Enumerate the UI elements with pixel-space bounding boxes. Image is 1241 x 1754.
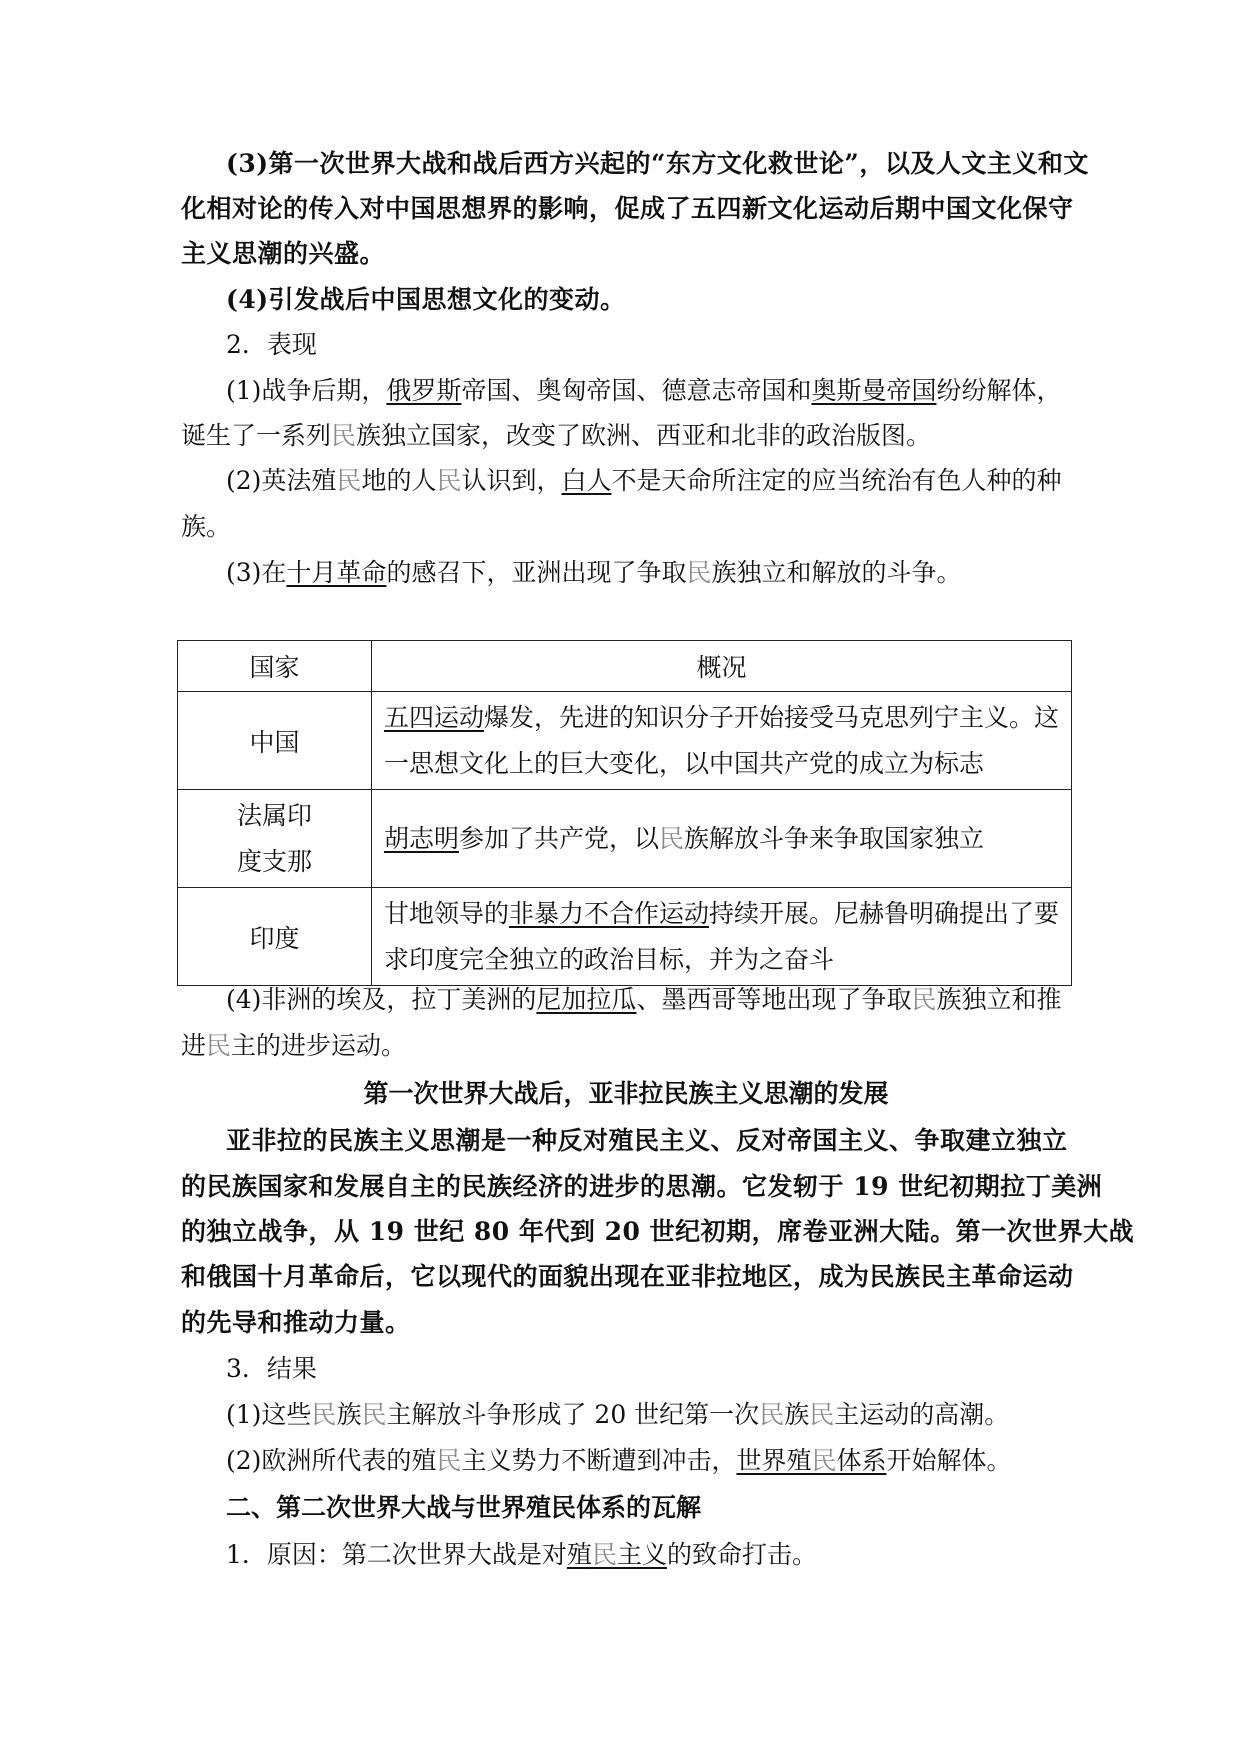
text: 体系 — [836, 1446, 887, 1475]
overview-cell — [371, 888, 1071, 986]
section-3-title: 3．结果 — [226, 1354, 317, 1383]
reading-line-1: 亚非拉的民族主义思潮是一种反对殖民主义、反对帝国主义、争取建立独立 — [226, 1126, 1068, 1155]
grey-char: 民 — [658, 823, 684, 853]
cell-line: 法属印 — [236, 800, 312, 830]
grey-char: 民 — [759, 1400, 785, 1429]
paragraph-4: (4)引发战后中国思想文化的变动。 — [226, 285, 626, 314]
grey-char: 民 — [436, 466, 462, 495]
text: (4)非洲的埃及，拉丁美洲的 — [226, 985, 537, 1014]
blank-nicaragua: 尼加拉瓜 — [536, 985, 637, 1014]
text: 甘地领导的 — [383, 898, 509, 928]
overview-cell — [371, 790, 1071, 888]
blank-russia: 俄罗斯 — [386, 376, 462, 405]
grey-char: 民 — [331, 421, 357, 450]
blank-white-people: 白人 — [561, 466, 612, 495]
blank-may-fourth: 五四运动 — [383, 702, 484, 732]
paragraph-3-line-1: (3)第一次世界大战和战后西方兴起的“东方文化救世论”，以及人文主义和文 — [226, 149, 1089, 178]
text: (2)英法殖 — [226, 466, 337, 495]
item-4-line-2 — [181, 1028, 1071, 1064]
grey-char: 民 — [591, 1540, 617, 1569]
cause-line — [226, 1537, 1071, 1573]
item-1-line-1 — [226, 373, 1071, 409]
cell-line: 一思想文化上的巨大变化，以中国共产党的成立为标志 — [383, 748, 984, 778]
text: 主义势力不断遭到冲击， — [461, 1446, 737, 1475]
country-cell — [178, 790, 372, 888]
grey-char: 民 — [311, 1400, 337, 1429]
text: 主运动的高潮。 — [834, 1400, 1010, 1429]
text: 不是天命所注定的应当统治有色人种的种 — [611, 466, 1062, 495]
cell-line — [384, 891, 1059, 937]
text: 纷纷解体， — [936, 376, 1062, 405]
text: 开始解体。 — [886, 1446, 1012, 1475]
text: 的致命打击。 — [666, 1540, 817, 1569]
item-2-line-1 — [226, 463, 1071, 499]
text: 族独立和推 — [936, 985, 1062, 1014]
table-row — [178, 692, 1072, 790]
grey-char: 民 — [686, 558, 712, 587]
text: 的感召下，亚洲出现了争取 — [386, 558, 687, 587]
text: 参加了共产党，以 — [458, 823, 659, 853]
table-row — [178, 790, 1072, 888]
text: 地的人 — [361, 466, 437, 495]
reading-line-4: 和俄国十月革命后，它以现代的面貌出现在亚非拉地区，成为民族民主革命运动 — [181, 1262, 1074, 1291]
reading-line-2: 的民族国家和发展自主的民族经济的进步的思潮。它发轫于 19 世纪初期拉丁美洲 — [181, 1172, 1103, 1201]
text: 主义 — [616, 1540, 667, 1569]
result-2 — [226, 1443, 1071, 1479]
reading-box-title: 第一次世界大战后，亚非拉民族主义思潮的发展 — [363, 1079, 889, 1108]
text: (1)战争后期， — [226, 376, 387, 405]
cell-line: 度支那 — [236, 846, 312, 876]
text: 主解放斗争形成了 20 世纪第一次 — [386, 1400, 760, 1429]
text: 认识到， — [461, 466, 562, 495]
text: 世界殖 — [736, 1446, 812, 1475]
text: (2)欧洲所代表的殖 — [226, 1446, 437, 1475]
cell-line — [384, 695, 1059, 741]
grey-char: 民 — [336, 466, 362, 495]
table-header-row — [178, 641, 1072, 692]
text: 族解放斗争来争取国家独立 — [684, 823, 985, 853]
blank-non-violence: 非暴力不合作运动 — [508, 898, 709, 928]
grey-char: 民 — [436, 1446, 462, 1475]
part-2-heading: 二、第二次世界大战与世界殖民体系的瓦解 — [226, 1493, 702, 1522]
blank-world-colonial-system — [736, 1446, 886, 1475]
text: 进 — [181, 1031, 207, 1060]
text: 主的进步运动。 — [231, 1031, 407, 1060]
text: 诞生了一系列 — [181, 421, 332, 450]
blank-ottoman: 奥斯曼帝国 — [811, 376, 937, 405]
paragraph-3-line-2: 化相对论的传入对中国思想界的影响，促成了五四新文化运动后期中国文化保守 — [181, 194, 1074, 223]
cell-line — [384, 816, 1059, 862]
grey-char: 民 — [809, 1400, 835, 1429]
text: 殖 — [566, 1540, 592, 1569]
item-1-line-2 — [181, 418, 1071, 454]
blank-october-revolution: 十月革命 — [286, 558, 387, 587]
grey-char: 民 — [911, 985, 937, 1014]
item-2-line-2: 族。 — [181, 512, 232, 541]
text: 族 — [336, 1400, 362, 1429]
text: 帝国、奥匈帝国、德意志帝国和 — [461, 376, 812, 405]
text: 族 — [784, 1400, 810, 1429]
reading-line-3: 的独立战争，从 19 世纪 80 年代到 20 世纪初期，席卷亚洲大陆。第一次世界大战 — [181, 1217, 1135, 1246]
country-cell: 印度 — [178, 888, 372, 986]
blank-colonialism — [567, 1540, 667, 1569]
cell-line: 求印度完全独立的政治目标，并为之奋斗 — [383, 944, 834, 974]
text: 持续开展。尼赫鲁明确提出了要 — [708, 898, 1059, 928]
paragraph-3-line-3: 主义思潮的兴盛。 — [181, 239, 386, 268]
text: (3)在 — [226, 558, 287, 587]
text: 族独立和解放的斗争。 — [711, 558, 962, 587]
item-3-line-1 — [226, 555, 1071, 591]
header-country: 国家 — [178, 641, 372, 692]
text: 、墨西哥等地出现了争取 — [636, 985, 912, 1014]
text: 爆发，先进的知识分子开始接受马克思列宁主义。这 — [483, 702, 1059, 732]
section-2-title: 2．表现 — [226, 330, 317, 359]
blank-ho-chi-minh: 胡志明 — [383, 823, 459, 853]
header-overview: 概况 — [371, 641, 1071, 692]
grey-char: 民 — [811, 1446, 837, 1475]
text: 1．原因：第二次世界大战是对 — [226, 1540, 567, 1569]
country-cell: 中国 — [178, 692, 372, 790]
reading-line-5: 的先导和推动力量。 — [181, 1308, 411, 1337]
text: (1)这些 — [226, 1400, 312, 1429]
table-row — [178, 888, 1072, 986]
country-overview-table — [177, 640, 1072, 986]
item-4-line-1 — [226, 982, 1071, 1018]
grey-char: 民 — [206, 1031, 232, 1060]
result-1 — [226, 1397, 1071, 1433]
overview-cell — [371, 692, 1071, 790]
grey-char: 民 — [361, 1400, 387, 1429]
text: 族独立国家，改变了欧洲、西亚和北非的政治版图。 — [356, 421, 932, 450]
